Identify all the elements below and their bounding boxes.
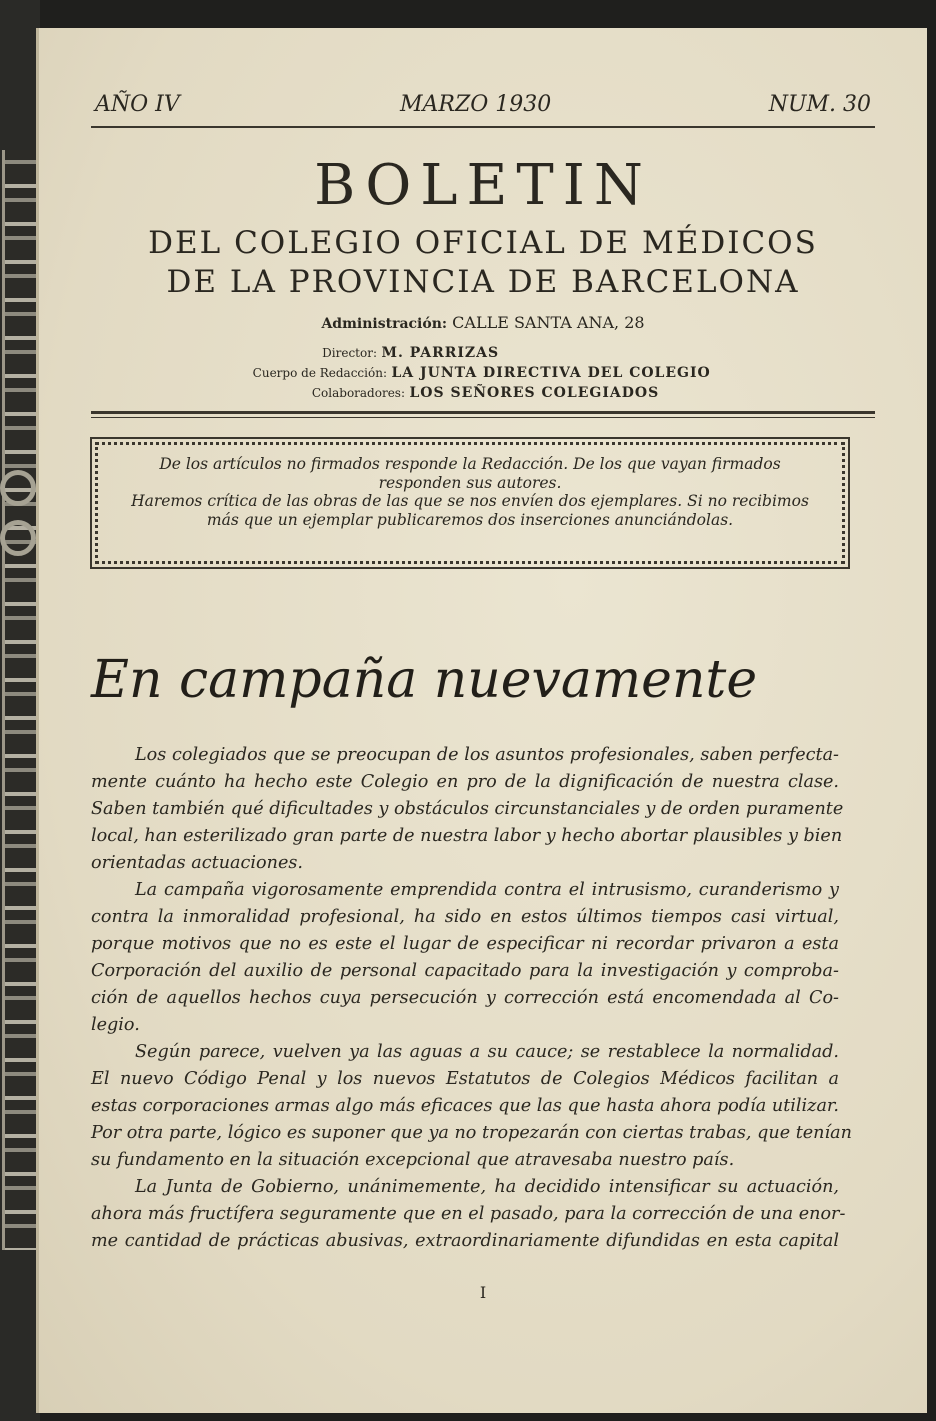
journal-title: BOLETIN — [314, 153, 652, 218]
body-line: orientadas actuaciones. — [91, 853, 303, 873]
body-line: Según parece, vuelven ya las aguas a su cauce; se restablece la normalidad. — [135, 1042, 839, 1062]
page-number: I — [479, 1283, 487, 1302]
article-title: En campaña nuevamente — [91, 650, 758, 710]
colaboradores-value: LOS SEÑORES COLEGIADOS — [409, 385, 660, 401]
notice-line-4: más que un ejemplar publicaremos dos inserciones anunciándolas. — [206, 510, 734, 529]
binding-spiral-ornament — [0, 470, 36, 506]
body-line: porque motivos que no es este el lugar de especificar ni recordar privaron a esta — [91, 934, 839, 954]
director-line — [229, 345, 499, 361]
paragraph-1 — [91, 742, 844, 877]
body-line: La Junta de Gobierno, unánimemente, ha decidido intensificar su actuación, — [135, 1177, 839, 1197]
issue-year: AÑO IV — [95, 92, 180, 117]
director-label: Director: — [322, 346, 377, 360]
colaboradores-label: Colaboradores: — [311, 386, 405, 400]
director-name: M. PARRIZAS — [381, 345, 500, 361]
article-body — [91, 742, 852, 1255]
body-line: Por otra parte, lógico es suponer que ya no tropezarán con ciertas trabas, que tenían — [91, 1123, 852, 1143]
notice-line-1: De los artículos no firmados responde la Redacción. De los que vayan firmados — [159, 455, 781, 473]
binding-spiral-ornament — [0, 520, 36, 556]
body-line: estas corporaciones armas algo más eficaces que las que hasta ahora podía utilizar. — [91, 1096, 839, 1116]
body-line: ción de aquellos hechos cuya persecución y corrección está encomendada al Co- — [91, 988, 839, 1008]
redaccion-value: LA JUNTA DIRECTIVA DEL COLEGIO — [391, 365, 711, 381]
book-binding — [0, 0, 40, 1421]
body-line: mente cuánto ha hecho este Colegio en pro de la dignificación de nuestra clase. — [91, 772, 839, 792]
body-line: La campaña vigorosamente emprendida contra el intrusismo, curanderismo y — [135, 880, 839, 900]
body-line: legio. — [91, 1015, 140, 1035]
issue-header — [95, 92, 871, 122]
journal-subtitle-2: DE LA PROVINCIA DE BARCELONA — [166, 264, 800, 300]
header-rule — [91, 126, 875, 128]
body-line: me cantidad de prácticas abusivas, extraordinariamente difundidas en esta capital — [91, 1231, 839, 1251]
body-line: Corporación del auxilio de personal capacitado para la investigación y comproba- — [91, 961, 839, 981]
issue-number: NUM. 30 — [768, 92, 871, 117]
body-line: contra la inmoralidad profesional, ha sido en estos últimos tiempos casi virtual, — [91, 907, 839, 927]
masthead-rule — [91, 411, 875, 414]
body-line: su fundamento en la situación excepcional que atravesaba nuestro país. — [91, 1150, 735, 1170]
colaboradores-line — [229, 385, 659, 401]
administration-line — [39, 313, 927, 332]
admin-label: Administración: — [321, 316, 448, 332]
body-line: El nuevo Código Penal y los nuevos Estatutos de Colegios Médicos facilitan a — [91, 1069, 839, 1089]
paragraph-2 — [91, 877, 839, 1039]
notice-line-2: responden sus autores. — [378, 473, 562, 492]
body-line: Los colegiados que se preocupan de los asuntos profesionales, saben perfecta- — [135, 745, 839, 765]
redaccion-label: Cuerpo de Redacción: — [252, 366, 387, 380]
paragraph-4 — [91, 1174, 846, 1255]
masthead-rule-thin — [91, 417, 875, 418]
issue-date: MARZO 1930 — [400, 92, 552, 117]
journal-subtitle-1: DEL COLEGIO OFICIAL DE MÉDICOS — [148, 225, 818, 261]
document-page — [36, 28, 927, 1413]
binding-ornament — [2, 150, 40, 1250]
body-line: ahora más fructífera seguramente que en el pasado, para la corrección de una enor- — [91, 1204, 846, 1224]
body-line: local, han esterilizado gran parte de nuestra labor y hecho abortar plausibles y bien — [91, 826, 843, 846]
paragraph-3 — [91, 1039, 852, 1174]
admin-address: CALLE SANTA ANA, 28 — [452, 313, 645, 332]
notice-line-3: Haremos crítica de las obras de las que se nos envíen dos ejemplares. Si no recibimos — [131, 492, 809, 510]
editorial-notice-box — [95, 442, 845, 564]
body-line: Saben también qué dificultades y obstáculos circunstanciales y de orden puramente — [91, 799, 844, 819]
redaccion-line — [229, 365, 711, 381]
